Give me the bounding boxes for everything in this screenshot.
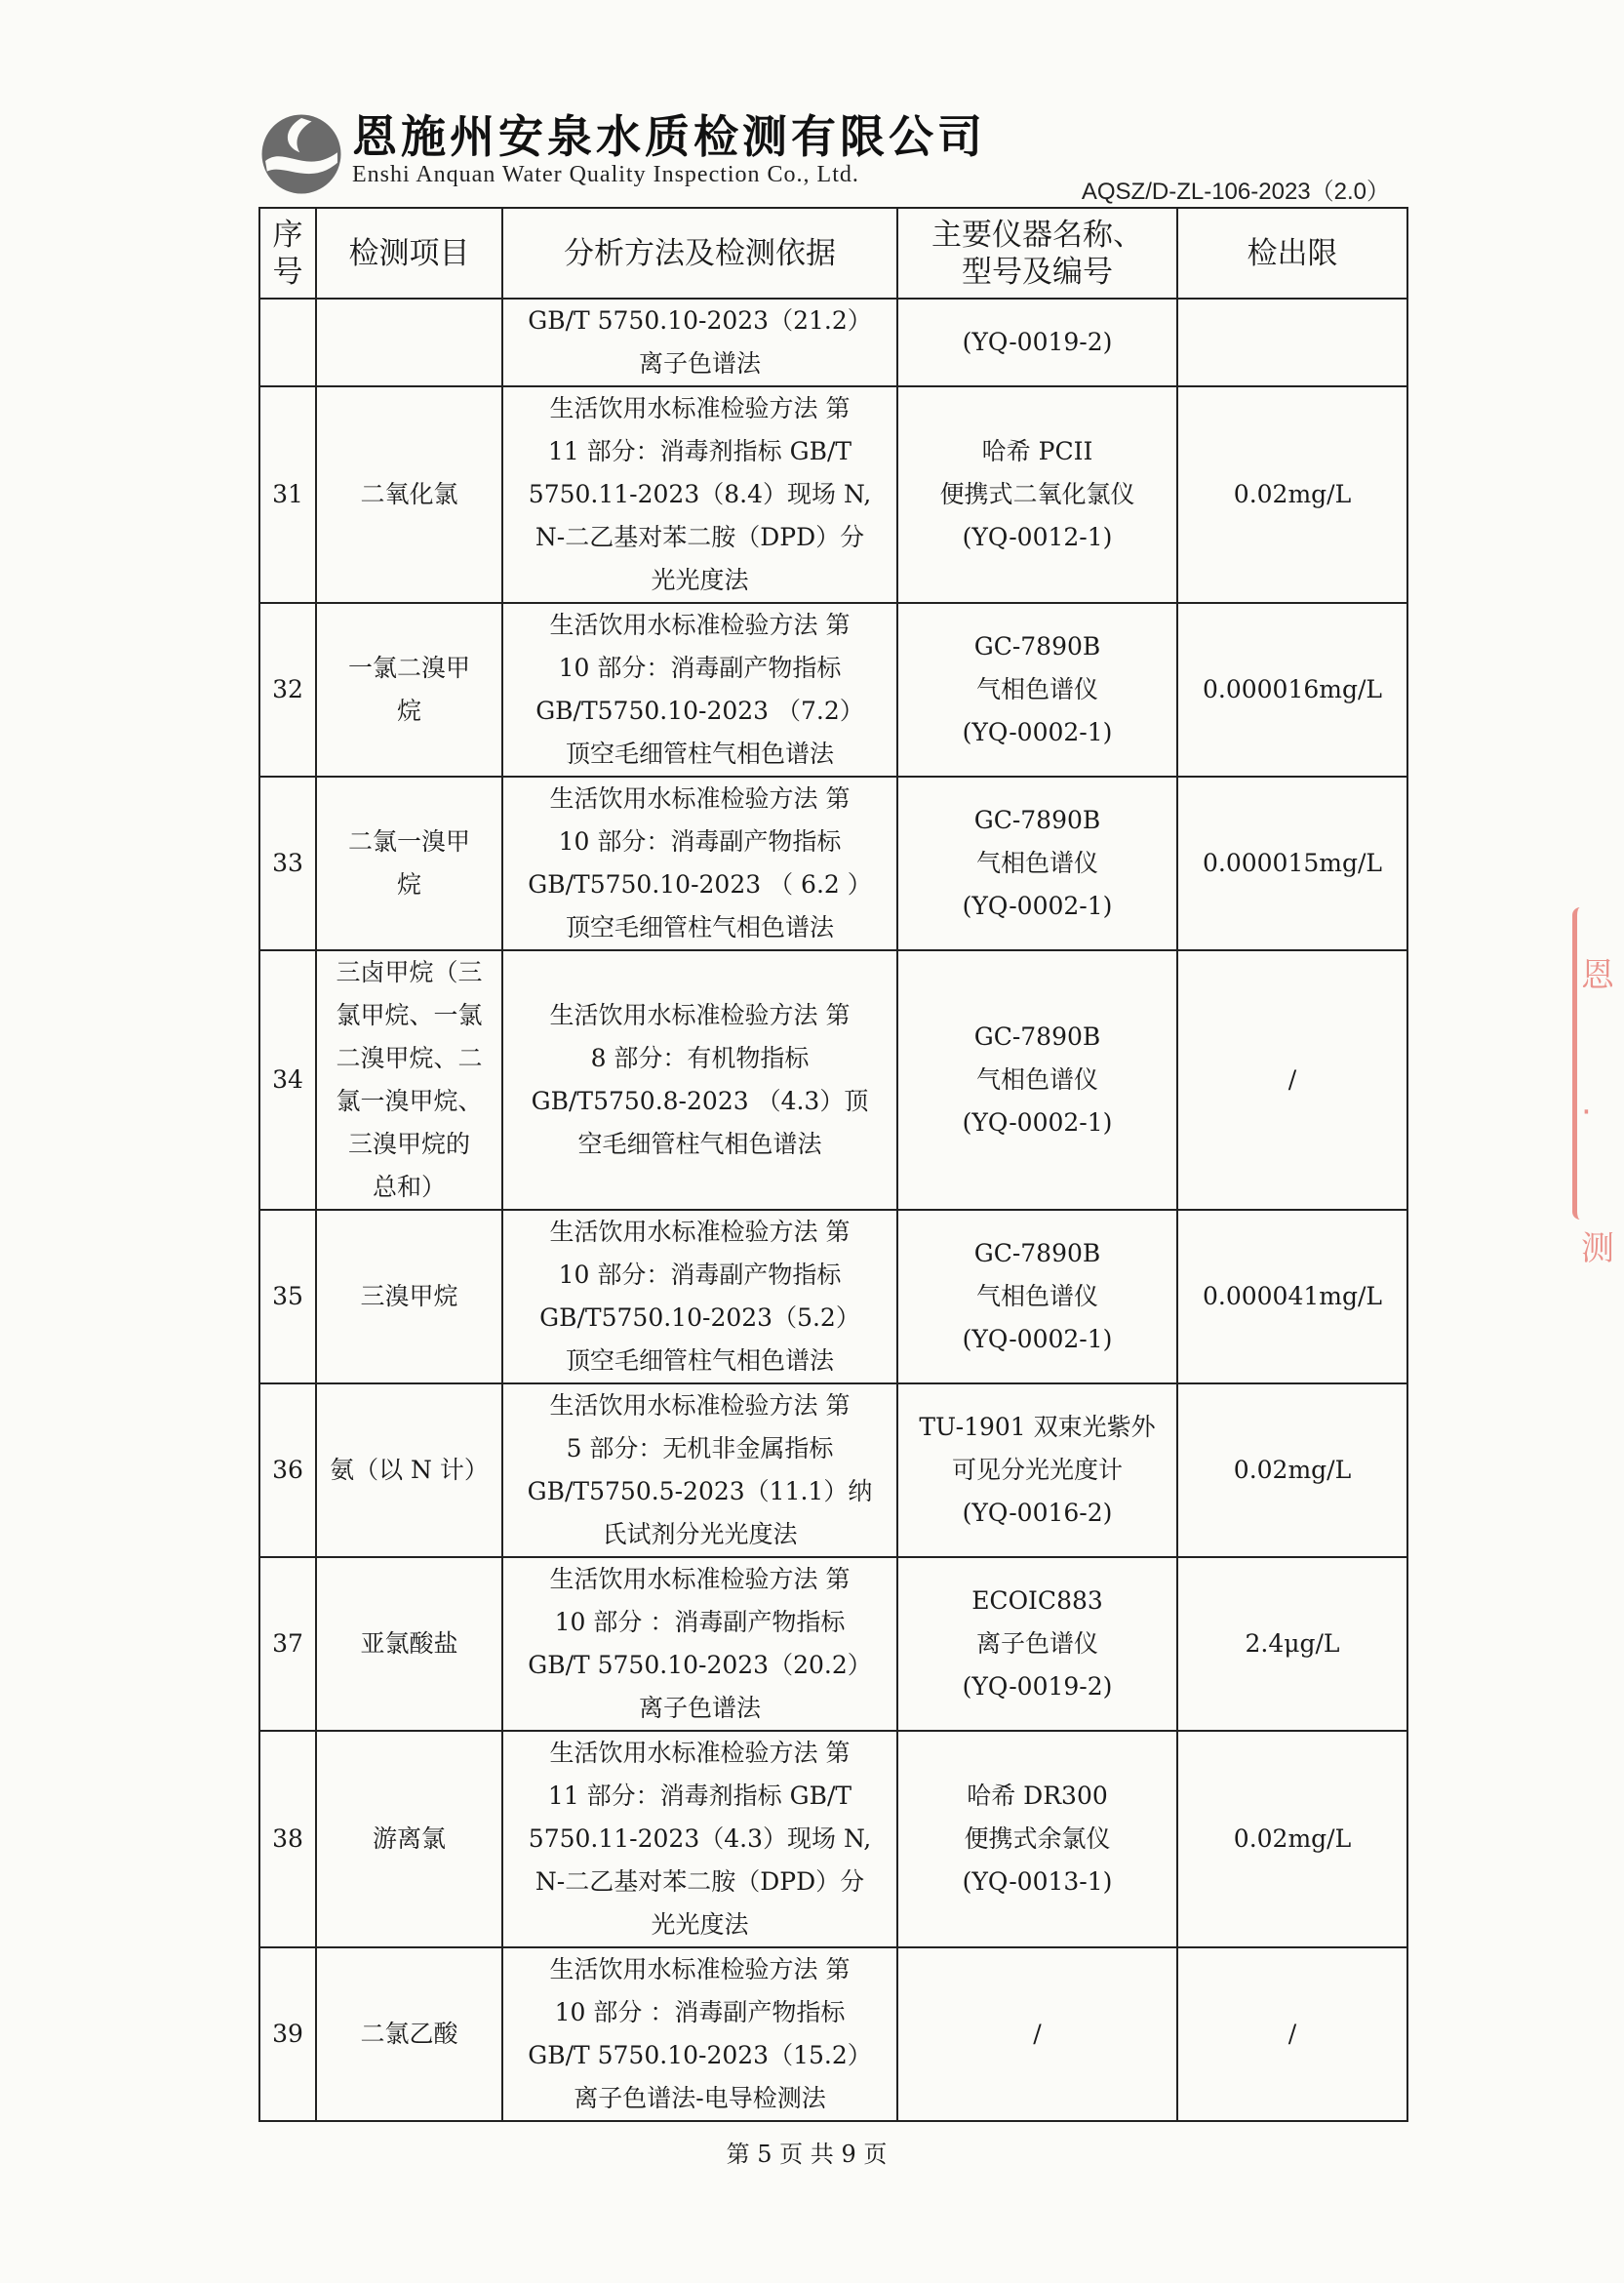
document-header (258, 98, 1390, 205)
table-row (259, 1731, 1407, 1947)
row-instrument: / (897, 1947, 1177, 2121)
table-row (259, 603, 1407, 777)
row-seq: 31 (259, 386, 316, 603)
row-item: 二氧化氯 (316, 386, 502, 603)
table-row (259, 299, 1407, 386)
company-name-cn: 恩施州安泉水质检测有限公司 (352, 110, 986, 163)
row-limit: / (1177, 950, 1407, 1210)
row-item: 三溴甲烷 (316, 1210, 502, 1383)
row-method: GB/T 5750.10-2023（21.2） 离子色谱法 (502, 299, 897, 386)
row-limit: 0.02mg/L (1177, 1383, 1407, 1557)
row-method: 生活饮用水标准检验方法 第 5 部分：无机非金属指标 GB/T5750.5-2023（11.1）纳 氏试剂分光光度法 (502, 1383, 897, 1557)
row-limit: 0.02mg/L (1177, 386, 1407, 603)
row-instrument: TU-1901 双束光紫外 可见分光光度计 (YQ-0016-2) (897, 1383, 1177, 1557)
table-row (259, 1210, 1407, 1383)
row-instrument: GC-7890B 气相色谱仪 (YQ-0002-1) (897, 950, 1177, 1210)
table-row (259, 1557, 1407, 1731)
page-number: 第 5 页 共 9 页 (726, 2141, 888, 2168)
row-instrument: 哈希 DR300 便携式余氯仪 (YQ-0013-1) (897, 1731, 1177, 1947)
row-method: 生活饮用水标准检验方法 第 10 部分 ：消毒副产物指标 GB/T 5750.10-2023（20.2） 离子色谱法 (502, 1557, 897, 1731)
row-item: 亚氯酸盐 (316, 1557, 502, 1731)
header-instrument: 主要仪器名称、 型号及编号 (897, 208, 1177, 299)
row-item: 一氯二溴甲 烷 (316, 603, 502, 777)
company-logo-icon (258, 111, 344, 197)
row-limit: 0.02mg/L (1177, 1731, 1407, 1947)
header-limit: 检出限 (1177, 208, 1407, 299)
row-seq: 38 (259, 1731, 316, 1947)
row-item: 三卤甲烷（三 氯甲烷、一氯 二溴甲烷、二 氯一溴甲烷、 三溴甲烷的 总和） (316, 950, 502, 1210)
row-instrument: (YQ-0019-2) (897, 299, 1177, 386)
row-instrument: ECOIC883 离子色谱仪 (YQ-0019-2) (897, 1557, 1177, 1731)
row-instrument: GC-7890B 气相色谱仪 (YQ-0002-1) (897, 777, 1177, 950)
table-row (259, 950, 1407, 1210)
header-method: 分析方法及检测依据 (502, 208, 897, 299)
row-limit: 0.000041mg/L (1177, 1210, 1407, 1383)
row-limit (1177, 299, 1407, 386)
header-seq: 序 号 (259, 208, 316, 299)
row-limit: / (1177, 1947, 1407, 2121)
row-method: 生活饮用水标准检验方法 第 8 部分：有机物指标 GB/T5750.8-2023 （4.3）顶 空毛细管柱气相色谱法 (502, 950, 897, 1210)
row-method: 生活饮用水标准检验方法 第 10 部分：消毒副产物指标 GB/T5750.10-2023（5.2） 顶空毛细管柱气相色谱法 (502, 1210, 897, 1383)
table-header-row (259, 208, 1407, 299)
document-code: AQSZ/D-ZL-106-2023（2.0） (1081, 179, 1390, 205)
row-limit: 0.000015mg/L (1177, 777, 1407, 950)
row-item: 二氯乙酸 (316, 1947, 502, 2121)
row-item: 游离氯 (316, 1731, 502, 1947)
row-seq (259, 299, 316, 386)
row-item: 氨（以 N 计） (316, 1383, 502, 1557)
row-seq: 37 (259, 1557, 316, 1731)
header-item: 检测项目 (316, 208, 502, 299)
table-row (259, 1383, 1407, 1557)
row-seq: 36 (259, 1383, 316, 1557)
row-item (316, 299, 502, 386)
row-seq: 34 (259, 950, 316, 1210)
row-seq: 39 (259, 1947, 316, 2121)
row-seq: 35 (259, 1210, 316, 1383)
table-row (259, 386, 1407, 603)
inspection-method-table (258, 207, 1408, 2122)
row-instrument: GC-7890B 气相色谱仪 (YQ-0002-1) (897, 603, 1177, 777)
table-row (259, 1947, 1407, 2121)
row-method: 生活饮用水标准检验方法 第 10 部分 ：消毒副产物指标 GB/T 5750.10-2023（15.2） 离子色谱法-电导检测法 (502, 1947, 897, 2121)
red-stamp-partial: 恩 · 测 (1572, 907, 1624, 1220)
row-method: 生活饮用水标准检验方法 第 11 部分：消毒剂指标 GB/T 5750.11-2023（4.3）现场 N, N-二乙基对苯二胺（DPD）分 光光度法 (502, 1731, 897, 1947)
company-name-en: Enshi Anquan Water Quality Inspection Co., Ltd. (352, 162, 859, 187)
row-seq: 33 (259, 777, 316, 950)
row-limit: 2.4μg/L (1177, 1557, 1407, 1731)
row-instrument: GC-7890B 气相色谱仪 (YQ-0002-1) (897, 1210, 1177, 1383)
row-item: 二氯一溴甲 烷 (316, 777, 502, 950)
row-method: 生活饮用水标准检验方法 第 10 部分：消毒副产物指标 GB/T5750.10-2023 （ 6.2 ） 顶空毛细管柱气相色谱法 (502, 777, 897, 950)
row-seq: 32 (259, 603, 316, 777)
row-limit: 0.000016mg/L (1177, 603, 1407, 777)
row-method: 生活饮用水标准检验方法 第 11 部分：消毒剂指标 GB/T 5750.11-2023（8.4）现场 N, N-二乙基对苯二胺（DPD）分 光光度法 (502, 386, 897, 603)
table-row (259, 777, 1407, 950)
row-method: 生活饮用水标准检验方法 第 10 部分：消毒副产物指标 GB/T5750.10-2023 （7.2） 顶空毛细管柱气相色谱法 (502, 603, 897, 777)
row-instrument: 哈希 PCII 便携式二氧化氯仪 (YQ-0012-1) (897, 386, 1177, 603)
